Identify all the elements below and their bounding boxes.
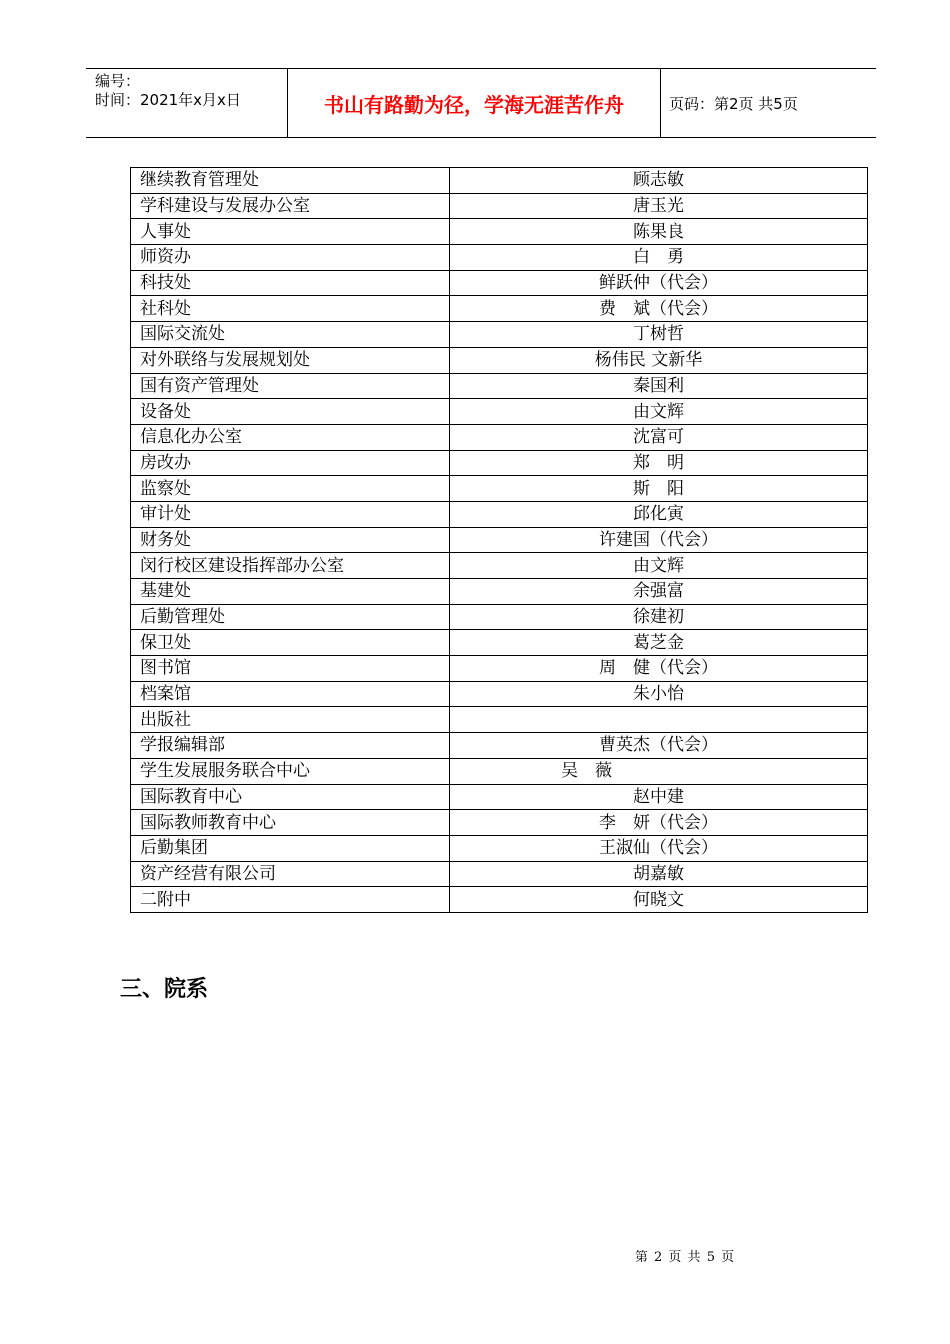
person-name: 斯 阳 [633, 478, 684, 499]
department-table-body [131, 168, 868, 913]
table-row [131, 527, 868, 553]
table-row [131, 168, 868, 194]
department-cell: 国际交流处 [131, 322, 450, 348]
table-row [131, 579, 868, 605]
section-title: 三、院系 [120, 977, 209, 1002]
person-name: 吴 薇 [561, 761, 612, 782]
person-cell [450, 810, 868, 836]
table-row [131, 810, 868, 836]
table-row [131, 270, 868, 296]
table-row [131, 501, 868, 527]
person-name: 葛芝金 [633, 632, 684, 653]
table-row [131, 450, 868, 476]
department-cell: 设备处 [131, 399, 450, 425]
table-row [131, 219, 868, 245]
department-cell: 师资办 [131, 245, 450, 271]
person-cell [450, 450, 868, 476]
header-page-info: 页码：第2页 共5页 [669, 94, 798, 113]
document-date: 时间：2021年x月x日 [95, 91, 241, 109]
person-cell [450, 399, 868, 425]
table-row [131, 887, 868, 913]
person-cell [450, 784, 868, 810]
table-row [131, 835, 868, 861]
person-cell [450, 553, 868, 579]
person-cell [450, 168, 868, 194]
person-cell [450, 501, 868, 527]
department-cell: 闵行校区建设指挥部办公室 [131, 553, 450, 579]
person-cell [450, 707, 868, 733]
table-row [131, 553, 868, 579]
person-cell [450, 373, 868, 399]
person-cell [450, 476, 868, 502]
person-cell [450, 733, 868, 759]
person-name: 白 勇 [633, 247, 684, 268]
page-number: 第 2 页 共 5 页 [634, 1250, 736, 1265]
department-cell: 保卫处 [131, 630, 450, 656]
department-cell: 图书馆 [131, 656, 450, 682]
person-cell [450, 527, 868, 553]
person-cell [450, 758, 868, 784]
person-name: 鲜跃仲（代会） [599, 273, 718, 294]
person-name: 顾志敏 [633, 170, 684, 191]
person-cell [450, 219, 868, 245]
person-name: 费 斌（代会） [599, 298, 718, 319]
table-row [131, 296, 868, 322]
table-row [131, 347, 868, 373]
person-name: 由文辉 [633, 401, 684, 422]
department-cell: 审计处 [131, 501, 450, 527]
person-name: 秦国利 [633, 375, 684, 396]
department-cell: 后勤管理处 [131, 604, 450, 630]
person-cell [450, 245, 868, 271]
table-row [131, 630, 868, 656]
page-footer [0, 1246, 950, 1265]
department-cell: 学生发展服务联合中心 [131, 758, 450, 784]
department-cell: 人事处 [131, 219, 450, 245]
person-cell [450, 296, 868, 322]
person-cell [450, 887, 868, 913]
header-motto: 书山有路勤为径，学海无涯苦作舟 [287, 69, 661, 137]
document-number: 编号： [95, 72, 141, 90]
person-name: 余强富 [633, 581, 684, 602]
person-name: 曹英杰（代会） [599, 735, 718, 756]
department-cell: 房改办 [131, 450, 450, 476]
person-name: 朱小怡 [633, 684, 684, 705]
table-row [131, 681, 868, 707]
department-cell: 信息化办公室 [131, 424, 450, 450]
person-cell [450, 861, 868, 887]
table-row [131, 373, 868, 399]
table-row [131, 784, 868, 810]
table-row [131, 424, 868, 450]
person-cell [450, 835, 868, 861]
person-cell [450, 579, 868, 605]
table-row [131, 193, 868, 219]
table-row [131, 758, 868, 784]
page-header [86, 68, 876, 138]
department-cell: 继续教育管理处 [131, 168, 450, 194]
department-cell: 国际教师教育中心 [131, 810, 450, 836]
table-row [131, 733, 868, 759]
department-table [130, 167, 868, 913]
person-name: 李 妍（代会） [599, 812, 718, 833]
person-name: 王淑仙（代会） [599, 838, 718, 859]
department-cell: 出版社 [131, 707, 450, 733]
person-cell [450, 270, 868, 296]
department-cell: 国际教育中心 [131, 784, 450, 810]
person-cell [450, 681, 868, 707]
table-row [131, 476, 868, 502]
table-row [131, 245, 868, 271]
person-cell [450, 193, 868, 219]
person-name: 邱化寅 [633, 504, 684, 525]
person-cell [450, 630, 868, 656]
department-cell: 二附中 [131, 887, 450, 913]
table-row [131, 861, 868, 887]
table-row [131, 604, 868, 630]
department-cell: 对外联络与发展规划处 [131, 347, 450, 373]
department-cell: 学科建设与发展办公室 [131, 193, 450, 219]
department-cell: 社科处 [131, 296, 450, 322]
department-cell: 国有资产管理处 [131, 373, 450, 399]
table-row [131, 399, 868, 425]
person-name: 丁树哲 [633, 324, 684, 345]
department-cell: 档案馆 [131, 681, 450, 707]
person-cell [450, 424, 868, 450]
department-cell: 财务处 [131, 527, 450, 553]
person-name: 郑 明 [633, 452, 684, 473]
person-name: 沈富可 [633, 427, 684, 448]
department-cell: 监察处 [131, 476, 450, 502]
person-name: 徐建初 [633, 607, 684, 628]
person-name: 唐玉光 [633, 196, 684, 217]
person-name: 许建国（代会） [599, 529, 718, 550]
department-cell: 基建处 [131, 579, 450, 605]
header-meta [86, 69, 286, 137]
table-row [131, 656, 868, 682]
person-cell [450, 656, 868, 682]
person-name: 周 健（代会） [599, 658, 718, 679]
department-cell: 科技处 [131, 270, 450, 296]
person-name: 由文辉 [633, 555, 684, 576]
department-cell: 后勤集团 [131, 835, 450, 861]
person-cell [450, 604, 868, 630]
person-name: 赵中建 [633, 786, 684, 807]
person-name: 胡嘉敏 [633, 863, 684, 884]
person-cell [450, 347, 868, 373]
table-row [131, 322, 868, 348]
department-cell: 资产经营有限公司 [131, 861, 450, 887]
person-name: 何晓文 [633, 889, 684, 910]
person-cell [450, 322, 868, 348]
person-name: 杨伟民 文新华 [594, 350, 703, 371]
department-cell: 学报编辑部 [131, 733, 450, 759]
person-name: 陈果良 [633, 221, 684, 242]
table-row [131, 707, 868, 733]
